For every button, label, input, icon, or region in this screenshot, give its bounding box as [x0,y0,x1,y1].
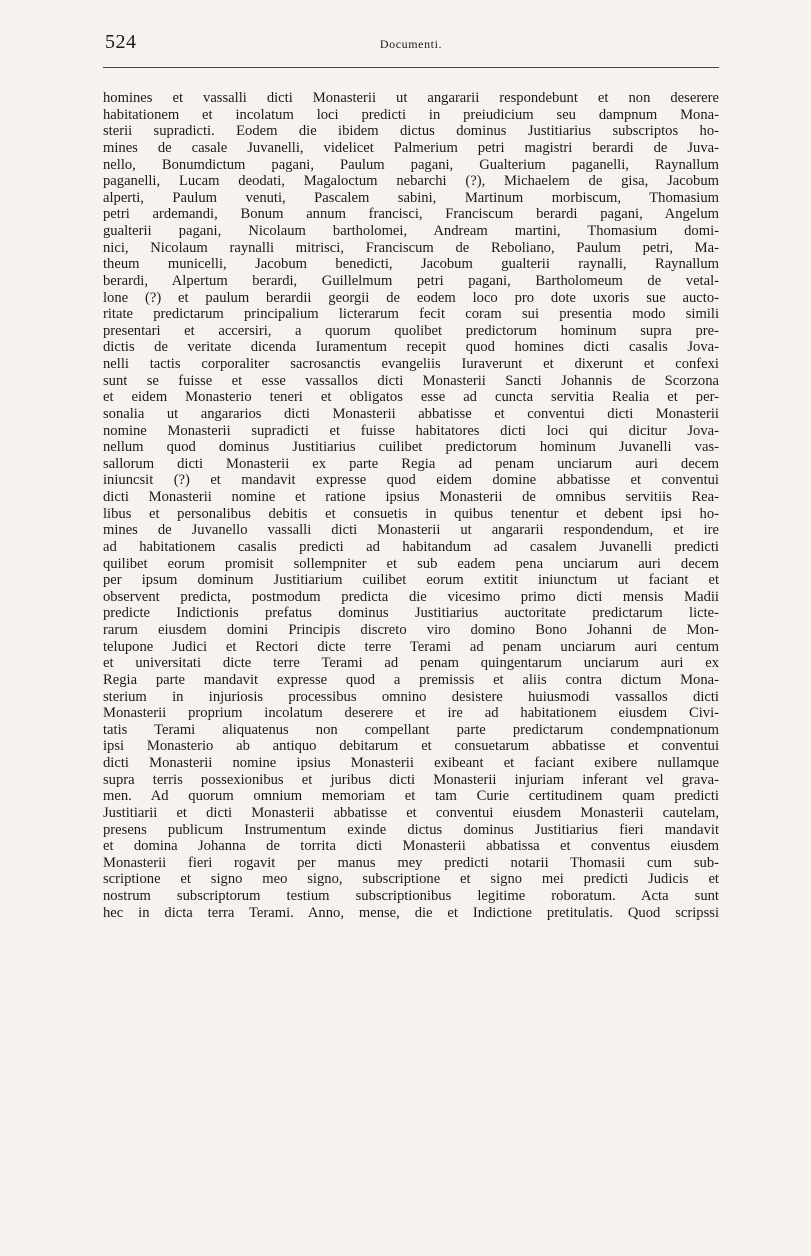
text-line: Monasterii fieri rogavit per manus mey predicti notarii Thomasii cum sub- [103,854,719,871]
text-line: nici, Nicolaum raynalli mitrisci, Franciscum de Reboliano, Paulum petri, Ma- [103,239,719,256]
header-rule [103,67,719,68]
text-line: gualterii pagani, Nicolaum bartholomei, Andream martini, Thomasium domi- [103,223,719,239]
text-line: ritate predictarum principalium licterarum fecit coram sui presentia modo simili [103,306,719,323]
text-line: dictis de veritate dicenda Iuramentum recepit quod homines dicti casalis Jova- [103,339,719,356]
text-line: nomine Monasterii supradicti et fuisse habitatores dicti loci qui dicitur Jova- [103,422,719,439]
text-line: paganelli, Lucam deodati, Magaloctum nebarchi (?), Michaelem de gisa, Jacobum [103,173,719,190]
text-line: berardi, Alpertum berardi, Guillelmum petri pagani, Bartholomeum de vetal- [103,272,719,289]
text-line: nellum quod dominus Justitiarius cuilibet predictorum hominum Juvanelli vas- [103,439,719,456]
text-line: libus et personalibus debitis et consuetis in quibus tenentur et debent ipsi ho- [103,505,719,522]
text-line: sterii supradicti. Eodem die ibidem dictus dominus Justitiarius subscriptos ho- [103,123,719,140]
text-line: scriptione et signo meo signo, subscriptione et signo mei predicti Judicis et [103,871,719,888]
text-line: ipsi Monasterio ab antiquo debitarum et consuetarum abbatisse et conventui [103,738,719,755]
text-line: mines de Juvanello vassalli dicti Monasterii ut angararii respondendum, et ire [103,522,719,539]
text-line: habitationem et incolatum loci predicti in preiudicium seu dampnum Mona- [103,106,719,123]
text-line: lone (?) et paulum berardii georgii de eodem loco pro dote uxoris sue aucto- [103,289,719,306]
text-line: Justitiarii et dicti Monasterii abbatisse et conventui eiusdem Monasterii cautelam, [103,804,719,821]
text-line: hec in dicta terra Terami. Anno, mense, die et Indictione pretitulatis. Quod scripssi [103,904,719,921]
text-line: et eidem Monasterio teneri et obligatos esse ad cuncta servitia Realia et per- [103,389,719,406]
text-line: Regia parte mandavit expresse quod a premissis et aliis contra dictum Mona- [103,671,719,688]
text-line: petri ardemandi, Bonum annum francisci, Franciscum berardi pagani, Angelum [103,206,719,223]
text-line: nello, Bonumdictum pagani, Paulum pagani, Gualterium paganelli, Raynallum [103,156,719,173]
text-line: sallorum dicti Monasterii ex parte Regia ad penam unciarum auri decem [103,455,719,472]
text-line: iniuncsit (?) et mandavit expresse quod eidem domine abbatisse et conventui [103,472,719,489]
text-line: alperti, Paulum venuti, Pascalem sabini, Martinum morbiscum, Thomasium [103,189,719,206]
text-line: nelli tactis corporaliter sacrosanctis evangeliis Iuraverunt et dixerunt et confexi [103,356,719,372]
text-line: et domina Johanna de torrita dicti Monasterii abbatissa et conventus eiusdem [103,838,719,855]
text-line: Monasterii proprium incolatum deserere et ire ad habitationem eiusdem Civi- [103,705,719,722]
text-line: quilibet eorum promisit sollempniter et sub eadem pena unciarum auri decem [103,555,719,572]
text-line: et universitati dicte terre Terami ad penam quingentarum unciarum auri ex [103,655,719,672]
text-line: tatis Terami aliquatenus non compellant parte predictarum condempnationum [103,721,719,738]
page-header [103,30,719,66]
text-line: homines et vassalli dicti Monasterii ut angararii respondebunt et non deserere [103,90,719,106]
text-line: sunt se fuisse et esse vassallos dicti Monasterii Sancti Johannis de Scorzona [103,372,719,389]
text-line: men. Ad quorum omnium memoriam et tam Curie certitudinem quam predicti [103,788,719,805]
text-line: telupone Judici et Rectori dicte terre Terami ad penam unciarum auri centum [103,638,719,655]
text-line: mines de casale Juvanelli, videlicet Palmerium petri magistri berardi de Juva- [103,139,719,156]
text-line: rarum eiusdem domini Principis discreto viro domino Bono Johanni de Mon- [103,622,719,638]
text-line: presentari et accersiri, a quorum quolibet predictorum hominum supra pre- [103,322,719,339]
text-line: sonalia ut angararios dicti Monasterii abbatisse et conventui dicti Monasterii [103,405,719,422]
text-line: per ipsum dominum Justitiarium cuilibet eorum extitit iniunctum ut faciant et [103,572,719,589]
text-line: dicti Monasterii nomine et ratione ipsius Monasterii de omnibus servitiis Rea- [103,489,719,505]
text-line: sterium in injuriosis processibus omnino desistere huiusmodi vassallos dicti [103,688,719,705]
text-line: supra terris possexionibus et juribus dicti Monasterii injuriam inferant vel grava- [103,771,719,788]
running-title: Documenti. [379,37,443,51]
page-number: 524 [105,31,137,53]
text-line: nostrum subscriptorum testium subscriptionibus legitime roboratum. Acta sunt [103,888,719,904]
text-line: ad habitationem casalis predicti ad habitandum ad casalem Juvanelli predicti [103,538,719,555]
text-line: predicte Indictionis prefatus dominus Justitiarius auctoritate predictarum licte- [103,605,719,622]
text-line: dicti Monasterii nomine ipsius Monasterii exibeant et faciant exibere nullamque [103,755,719,771]
text-line: presens publicum Instrumentum exinde dictus dominus Justitiarius fieri mandavit [103,821,719,838]
body-text [103,90,719,921]
text-line: theum municelli, Jacobum benedicti, Jacobum gualterii raynalli, Raynallum [103,256,719,273]
text-line: observent predicta, postmodum predicta die vicesimo primo dicti mensis Madii [103,588,719,605]
